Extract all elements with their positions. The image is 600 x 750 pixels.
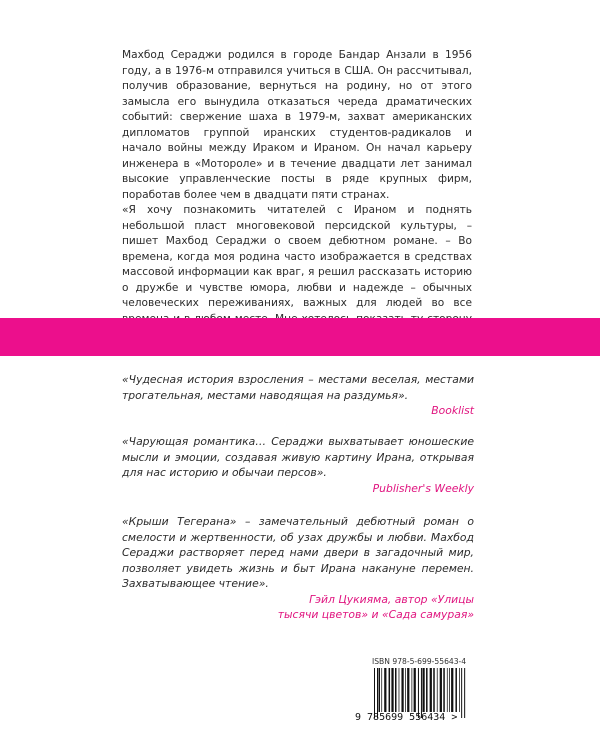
review-quote: [122, 372, 474, 419]
quote-text: «Чарующая романтика… Сераджи выхватывает юношеские мысли и эмоции, создавая живую картину Ирана, открывая для нас историю и обычаи персов».: [122, 435, 474, 479]
quote-source-line: Гэйл Цукияма, автор «Улицы: [309, 592, 474, 606]
isbn-label: ISBN 978-5-699-55643-4: [372, 657, 467, 666]
bio-paragraph: «Я хочу познакомить читателей с Ираном и поднять небольшой пласт многовековой персидской культуры, – пишет Махбод Сераджи о своем дебютном романе. – Во времена, когда моя родина часто изображается в средствах массовой информации как враг, я решил рассказать историю о дружбе и чувстве юмора, любви и надежде – обычных человеческих переживаниях, важных для людей во все: [122, 204, 472, 309]
quote-source: Booklist: [431, 404, 474, 417]
accent-band: [0, 318, 600, 356]
author-bio: [122, 48, 472, 358]
quote-source: Publisher's Weekly: [372, 481, 474, 495]
bio-paragraph: Махбод Сераджи родился в городе Бандар Анзали в 1956 году, а в 1976-м отправился учиться в США. Он рассчитывал, получив образование, вернуться на родину, но от этого замысла его вынудила отказаться череда драматических событий: свержение шаха в 1979-м, захват американских дипломатов группой иранских студентов-радикалов и начало войны между Ираком и Ираном. Он начал карьеру инженера в «Моторолe» и в течение двадцати лет занимал высокие управленческие посты в ряде крупных фирм, поработав более чем в двадцати пяти странах.: [122, 49, 472, 201]
review-quote: [122, 434, 474, 496]
quote-text: «Крыши Тегерана» – замечательный дебютный роман о смелости и жертвенности, об узах дружбы и любви. Махбод Сераджи растворяет перед нами двери в загадочный мир, позволяет увидеть жизнь и быт Ирана накануне перемен. Захватывающее чтение».: [122, 515, 474, 590]
barcode-digits: 9 785699 556434 >: [355, 712, 458, 723]
review-quote: [122, 514, 474, 623]
quote-text: «Чудесная история взросления – местами веселая, местами трогательная, местами наводящая на раздумья».: [122, 373, 474, 402]
quote-source-line: тысячи цветов» и «Сада самурая»: [277, 608, 474, 621]
